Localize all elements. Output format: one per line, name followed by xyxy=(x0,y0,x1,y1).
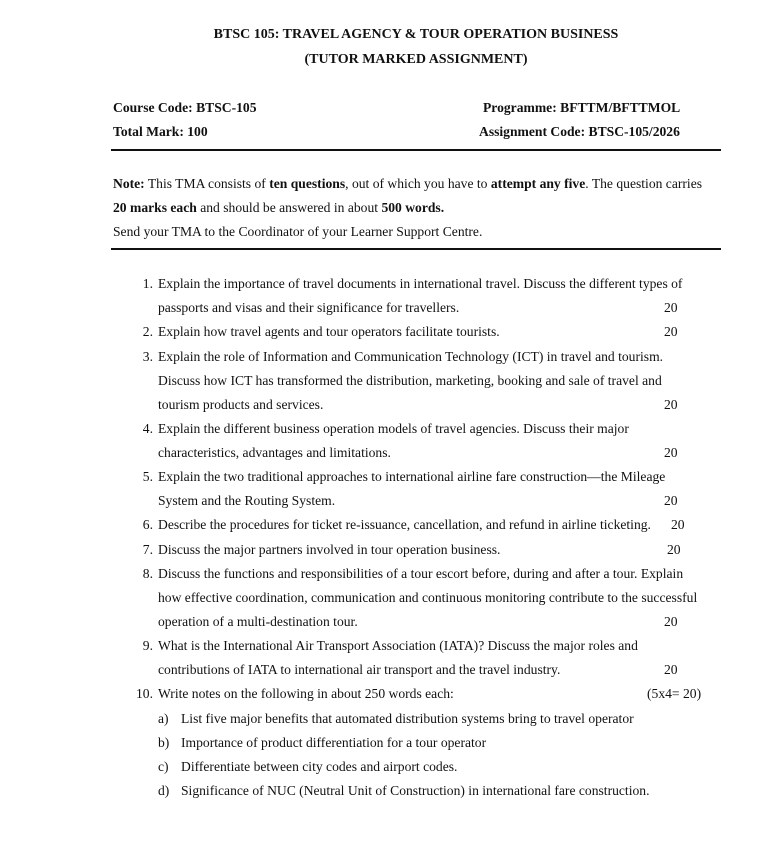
sub-item-text: List five major benefits that automated distribution systems bring to travel operator xyxy=(181,711,634,726)
question-number: 10. xyxy=(136,686,153,701)
document-subtitle: (TUTOR MARKED ASSIGNMENT) xyxy=(304,52,528,67)
question-text: how effective coordination, communication and continuous monitoring contribute to the successful xyxy=(158,590,698,605)
sub-item-label: b) xyxy=(158,735,170,750)
question-marks: 20 xyxy=(664,300,678,315)
sub-item-text: Differentiate between city codes and airport codes. xyxy=(181,759,458,774)
question-item xyxy=(0,417,768,441)
question-text: tourism products and services. xyxy=(158,397,324,412)
question-text: Explain the role of Information and Communication Technology (ICT) in travel and tourism. xyxy=(158,349,664,364)
question-text: Discuss the functions and responsibilities of a tour escort before, during and after a tour. Explain xyxy=(158,566,684,581)
note-divider xyxy=(111,248,721,250)
question-item xyxy=(0,562,768,586)
question-number: 9. xyxy=(142,638,153,653)
question-marks: (5x4= 20) xyxy=(647,686,702,701)
question-item xyxy=(0,345,768,369)
question-text: Explain the importance of travel documents in international travel. Discuss the different types of xyxy=(158,276,683,291)
sub-item-text: Significance of NUC (Neutral Unit of Construction) in international fare construction. xyxy=(181,783,650,798)
question-marks: 20 xyxy=(667,542,681,557)
question-number: 7. xyxy=(142,542,153,557)
question-text: Discuss the major partners involved in tour operation business. xyxy=(158,542,501,557)
question-text: Discuss how ICT has transformed the distribution, marketing, booking and sale of travel and xyxy=(158,373,662,388)
question-marks: 20 xyxy=(664,493,678,508)
sub-item-text: Importance of product differentiation for a tour operator xyxy=(181,735,487,750)
question-text: Explain how travel agents and tour operators facilitate tourists. xyxy=(158,324,500,339)
question-number: 6. xyxy=(142,517,153,532)
question-text: passports and visas and their significance for travellers. xyxy=(158,300,460,315)
question-item xyxy=(0,682,768,706)
document-title: BTSC 105: TRAVEL AGENCY & TOUR OPERATION BUSINESS xyxy=(213,27,619,42)
question-text: characteristics, advantages and limitations. xyxy=(158,445,391,460)
sub-item-label: d) xyxy=(158,783,170,798)
question-text: Describe the procedures for ticket re-issuance, cancellation, and refund in airline ticketing. xyxy=(158,517,651,532)
question-text: operation of a multi-destination tour. xyxy=(158,614,358,629)
question-number: 1. xyxy=(142,276,153,291)
note-label: Note: xyxy=(113,176,145,191)
question-marks: 20 xyxy=(671,517,685,532)
question-item xyxy=(0,272,768,296)
course-code: Course Code: BTSC-105 xyxy=(113,100,257,115)
question-text: Write notes on the following in about 250 words each: xyxy=(158,686,454,701)
sub-item-label: c) xyxy=(158,759,169,774)
question-item xyxy=(0,634,768,658)
question-marks: 20 xyxy=(664,614,678,629)
question-item xyxy=(0,320,768,344)
assignment-code: Assignment Code: BTSC-105/2026 xyxy=(479,124,680,139)
sub-item-label: a) xyxy=(158,711,169,726)
note-send-instruction: Send your TMA to the Coordinator of your Learner Support Centre. xyxy=(113,224,483,239)
question-item xyxy=(0,538,768,562)
programme: Programme: BFTTM/BFTTMOL xyxy=(483,100,681,115)
header-divider xyxy=(111,149,721,151)
note-paragraph: Note: This TMA consists of ten questions, out of which you have to attempt any five. The question carries 20 marks each and should be answered in about 500 words. Send your TMA to the Coordinator of your Learner Support Centre. xyxy=(113,172,713,244)
question-marks: 20 xyxy=(664,324,678,339)
total-mark: Total Mark: 100 xyxy=(113,124,208,139)
question-number: 5. xyxy=(142,469,153,484)
question-text: System and the Routing System. xyxy=(158,493,336,508)
question-number: 2. xyxy=(142,324,153,339)
question-number: 8. xyxy=(142,566,153,581)
question-number: 4. xyxy=(142,421,153,436)
question-marks: 20 xyxy=(664,397,678,412)
question-item xyxy=(0,513,768,537)
question-number: 3. xyxy=(142,349,153,364)
question-marks: 20 xyxy=(664,445,678,460)
question-text: Explain the different business operation models of travel agencies. Discuss their major xyxy=(158,421,629,436)
question-text: Explain the two traditional approaches to international airline fare construction—the Mileage xyxy=(158,469,666,484)
question-text: contributions of IATA to international air transport and the travel industry. xyxy=(158,662,561,677)
question-item xyxy=(0,465,768,489)
question-text: What is the International Air Transport Association (IATA)? Discuss the major roles and xyxy=(158,638,638,653)
question-marks: 20 xyxy=(664,662,678,677)
